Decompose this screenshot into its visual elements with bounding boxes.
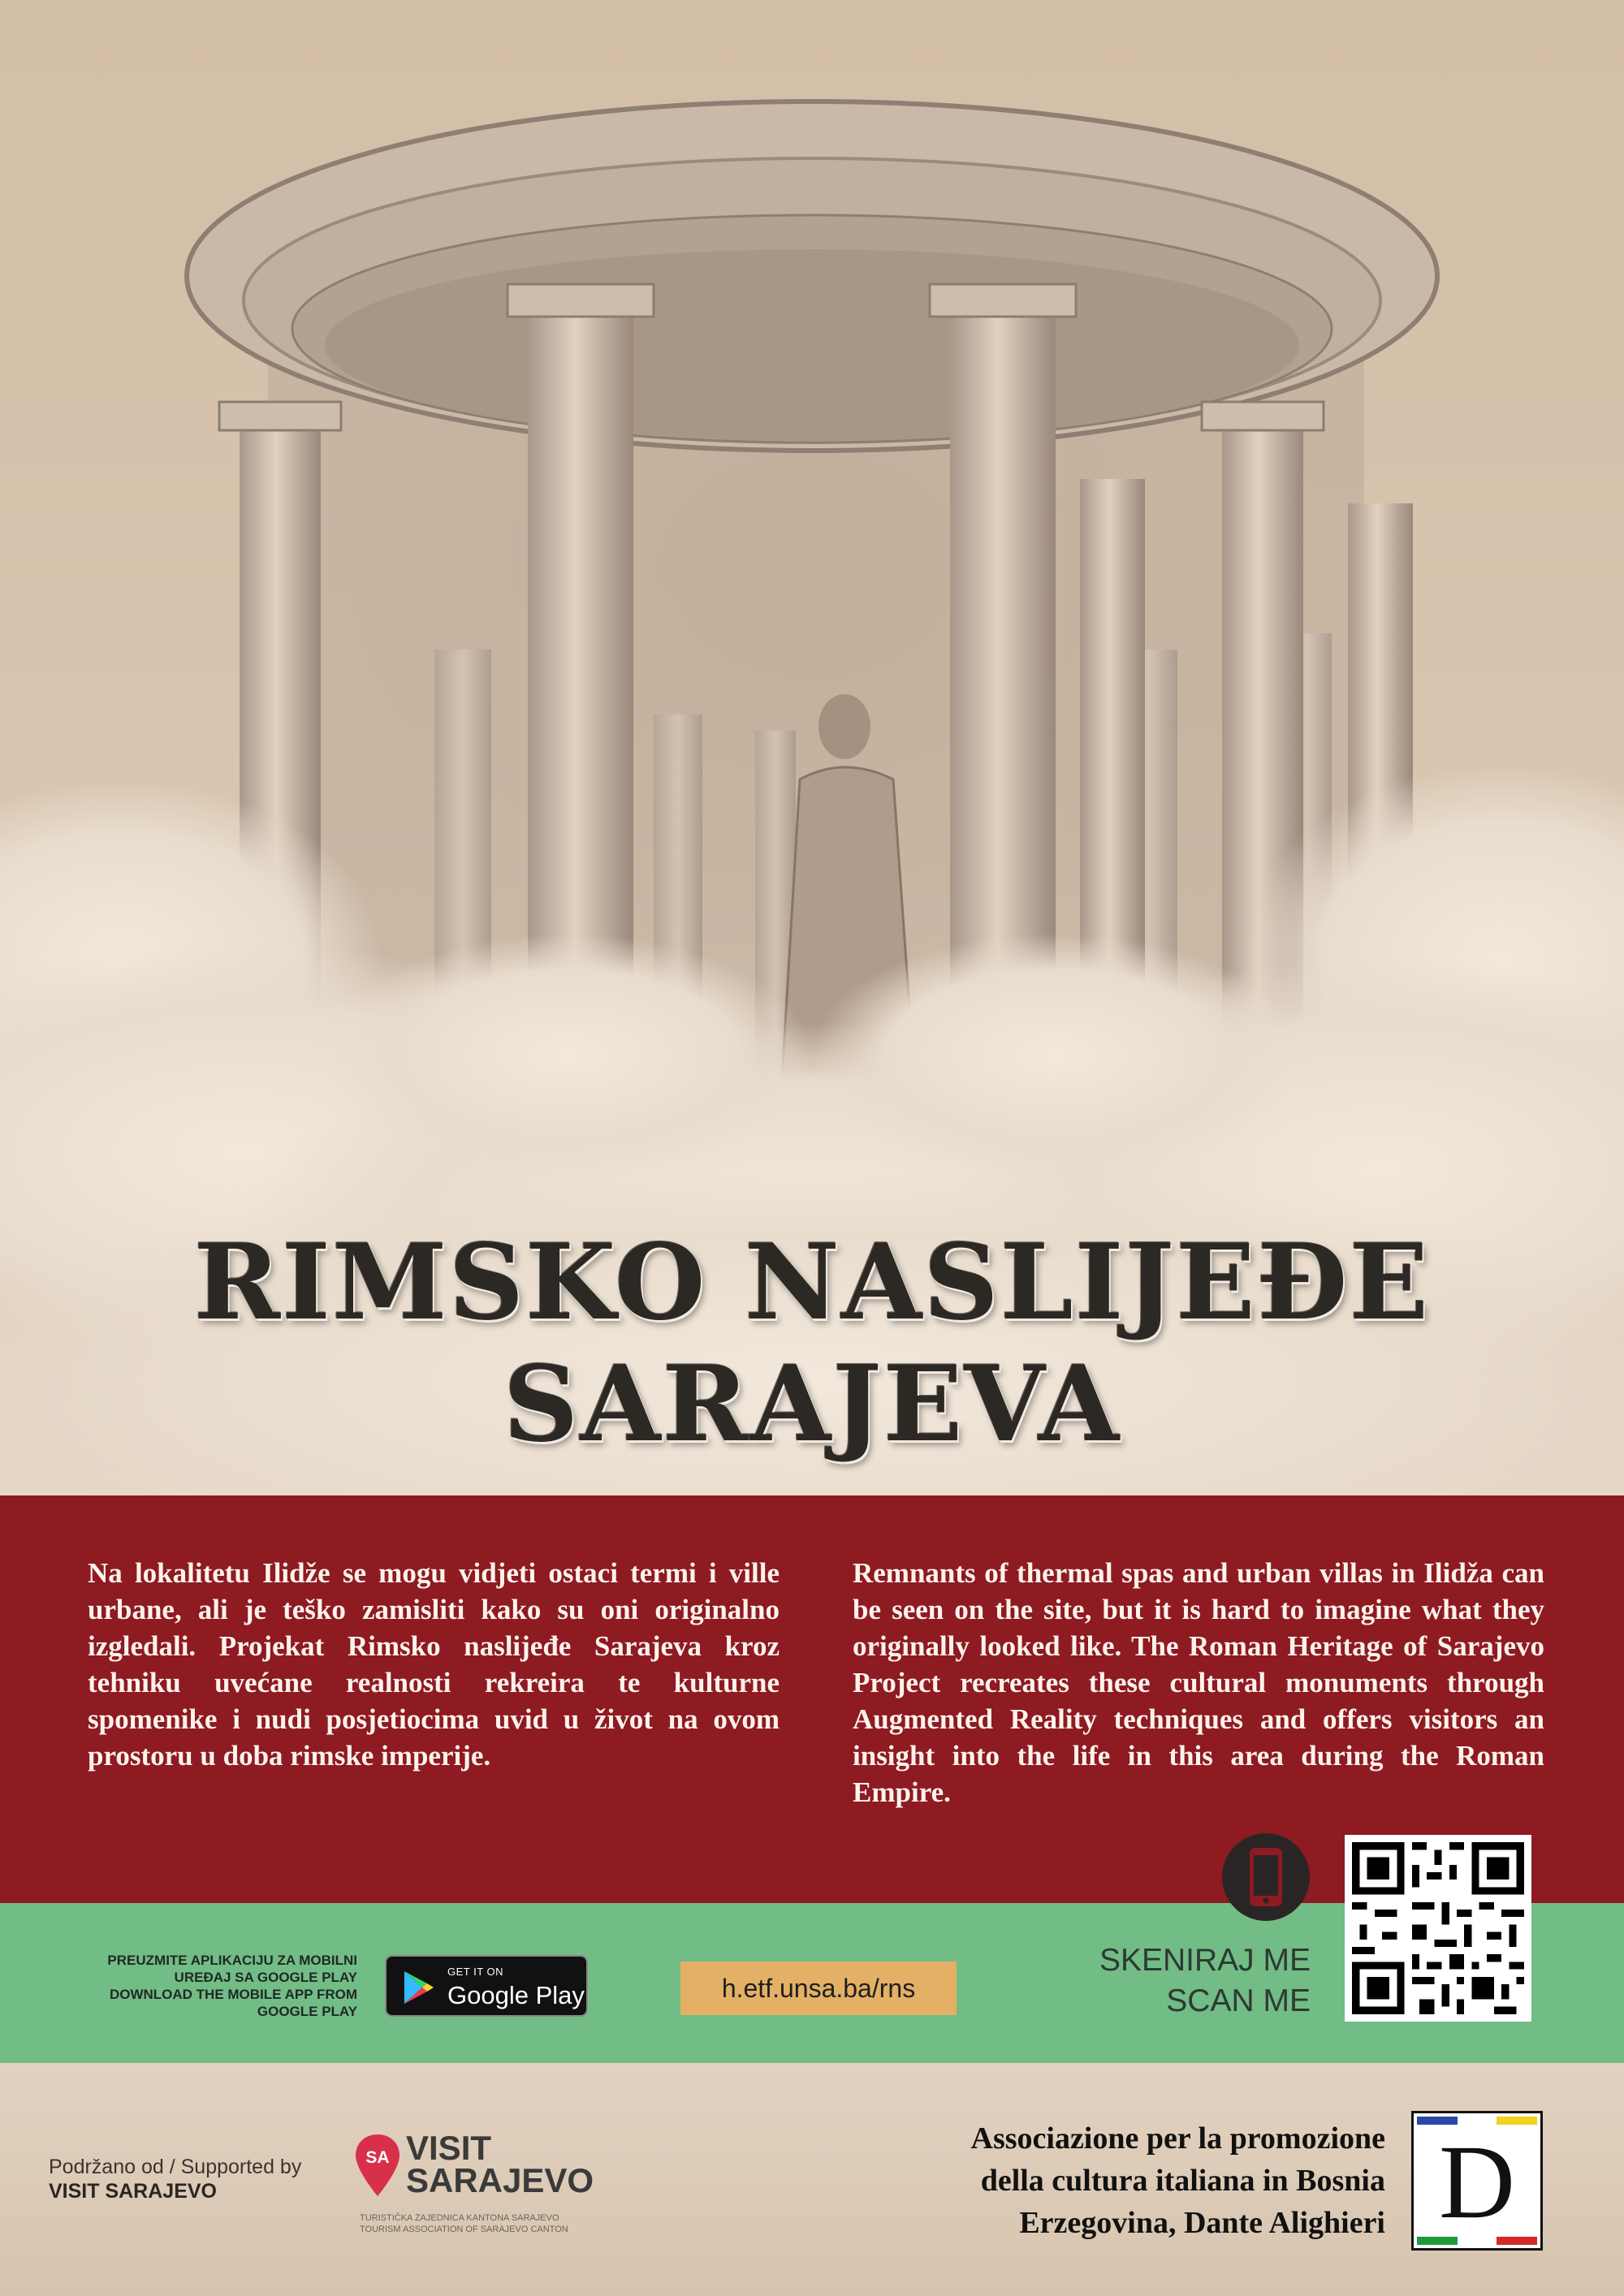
scan-line-2: SCAN ME — [1166, 1983, 1311, 2018]
description-english: Remnants of thermal spas and urban villas in Ilidža can be seen on the site, but it is hard to imagine what they originally looked like. The Roman Heritage of Sarajevo Project recreates these cultural monuments through Augmented Reality techniques and offers visitors an insight into the life in this area during the Roman Empire. — [853, 1557, 1544, 1808]
title-line-1: RIMSKO NASLIJEĐE — [193, 1222, 1431, 1344]
visit-logo-line-2: SARAJEVO — [406, 2161, 594, 2199]
supported-by-label: Podržano od / Supported by — [49, 2156, 302, 2178]
visit-sarajevo-logo — [406, 2129, 594, 2199]
download-line-3: DOWNLOAD THE MOBILE APP FROM — [109, 1987, 357, 2002]
scan-me-label — [1099, 1940, 1311, 2022]
visit-sarajevo-subtitle — [360, 2212, 568, 2235]
visit-sub-line-1: TURISTIČKA ZAJEDNICA KANTONA SARAJEVO — [360, 2213, 559, 2223]
project-url[interactable]: h.etf.unsa.ba/rns — [680, 1962, 957, 2015]
association-text — [971, 2117, 1386, 2244]
badge-big-text: Google Play — [447, 1981, 585, 2009]
visit-sub-line-2: TOURISM ASSOCIATION OF SARAJEVO CANTON — [360, 2225, 568, 2234]
download-instructions — [63, 1952, 357, 2020]
visit-sarajevo-pin-icon — [354, 2133, 401, 2198]
google-play-badge[interactable] — [385, 1955, 588, 2017]
smartphone-icon — [1222, 1833, 1310, 1921]
supported-by-name: VISIT SARAJEVO — [49, 2180, 217, 2203]
qr-code[interactable] — [1345, 1835, 1531, 2022]
dante-alighieri-logo — [1411, 2111, 1543, 2251]
download-line-4: GOOGLE PLAY — [257, 2004, 357, 2019]
google-play-icon — [401, 1970, 437, 2005]
association-line-2: della cultura italiana in Bosnia — [980, 2164, 1385, 2198]
visit-logo-line-1: VISIT — [406, 2129, 492, 2167]
supported-by — [49, 2155, 301, 2203]
download-line-2: UREĐAJ SA GOOGLE PLAY — [174, 1970, 357, 1985]
description-bosnian: Na lokalitetu Ilidže se mogu vidjeti ostaci termi i ville urbane, ali je teško zamisliti kako su oni originalno izgledali. Projekat Rimsko naslijeđe Sarajeva kroz tehniku uvećane realnosti rekreira te kulturne spomenike i nudi posjetiocima uvid u život na ovom prostoru u doba rimske imperije. — [88, 1557, 780, 1772]
badge-small-text: GET IT ON — [447, 1966, 504, 1978]
title-line-2: SARAJEVA — [503, 1344, 1121, 1465]
association-line-1: Associazione per la promozione — [970, 2121, 1385, 2156]
download-line-1: PREUZMITE APLIKACIJU ZA MOBILNI — [107, 1953, 357, 1968]
association-line-3: Erzegovina, Dante Alighieri — [1019, 2206, 1385, 2240]
qr-code-icon — [1345, 1835, 1531, 2022]
scan-line-1: SKENIRAJ ME — [1099, 1943, 1311, 1978]
dante-logo-graphic — [1414, 2113, 1540, 2248]
dante-letter: D — [1439, 2124, 1515, 2241]
pin-text: SA — [365, 2148, 390, 2167]
